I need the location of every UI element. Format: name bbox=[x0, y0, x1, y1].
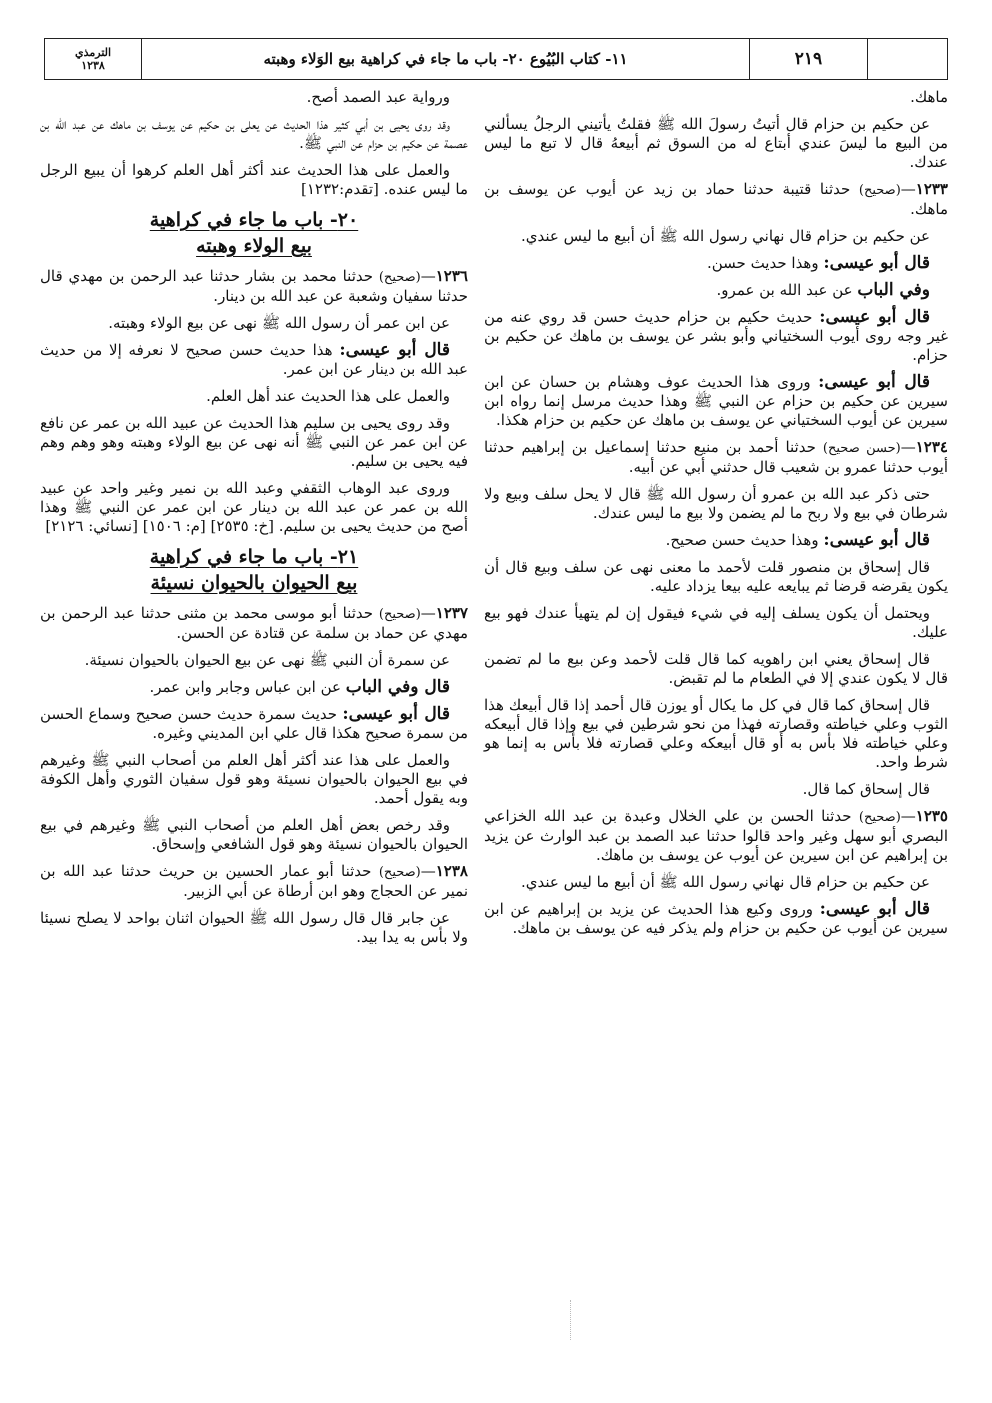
commentary-text: هذا حديث حسن صحيح لا نعرفه إلا من حديث عبد الله بن دينار عن ابن عمر. bbox=[40, 341, 468, 378]
page-number: ٢١٩ bbox=[749, 39, 867, 79]
commentary bbox=[484, 900, 948, 938]
commentary bbox=[484, 308, 948, 365]
grade-tag: (صحيح) bbox=[858, 183, 901, 198]
isnad-text: حدثنا الحسن بن علي الخلال وعبدة بن عبد الله الخزاعي البصري أبو سهل وغير واحد قالوا حدثنا عبد الصمد بن عبد الوارث عن يزيد بن إبراهيم عن ابن سيرين عن أيوب عن يوسف بن ماهك. bbox=[484, 807, 948, 864]
paragraph: عن جابر قال قال رسول الله ﷺ الحيوان اثنان بواحد لا يصلح نسيئا ولا بأس به يدا بيد. bbox=[40, 909, 468, 946]
page-header bbox=[44, 38, 948, 80]
chapter-heading-line: ٢١- باب ما جاء في كراهية bbox=[149, 546, 359, 568]
paragraph: والعمل على هذا الحديث عند أهل العلم. bbox=[206, 387, 450, 405]
commentary bbox=[40, 705, 468, 743]
chapter-heading bbox=[40, 207, 468, 259]
commentary-text: وروى وكيع هذا الحديث عن يزيد بن إبراهيم عن ابن سيرين عن أيوب عن حكيم بن حزام ولم يذكر فيه عن يوسف بن ماهك. bbox=[484, 900, 948, 937]
paragraph: ورواية عبد الصمد أصح. bbox=[306, 88, 450, 106]
commentary-text: حديث حكيم بن حزام حديث حسن قد روي عنه من غير وجه روى أيوب السختياني وأبو بشر عن يوسف بن ماهك عن حكيم بن حزام. bbox=[484, 308, 948, 364]
commentary-label: وفي الباب bbox=[857, 280, 930, 300]
header-book-ref bbox=[45, 39, 141, 79]
commentary-label: قال وفي الباب bbox=[345, 677, 450, 697]
commentary-label: قال أبو عيسى: bbox=[823, 253, 930, 273]
left-column bbox=[40, 88, 468, 955]
book-name: الترمذي bbox=[74, 46, 112, 59]
commentary-text: وروى هذا الحديث عوف وهشام بن حسان عن ابن سيرين عن حكيم بن حزام عن النبي ﷺ وهذا حديث مرسل إنما رواه ابن سيرين عن أيوب السختياني عن يوسف بن ماهك عن حكيم بن حزام هكذا. bbox=[484, 373, 948, 429]
paragraph: عن حكيم بن حزام قال نهاني رسول الله ﷺ أن أبيع ما ليس عندي. bbox=[520, 227, 930, 245]
commentary-text: حديث سمرة حديث حسن صحيح وسماع الحسن من سمرة صحيح هكذا قال علي ابن المديني وغيره. bbox=[40, 705, 468, 742]
commentary-label: قال أبو عيسى: bbox=[823, 530, 930, 550]
paragraph: عن حكيم بن حزام قال نهاني رسول الله ﷺ أن أبيع ما ليس عندي. bbox=[520, 873, 930, 891]
hadith-number: ١٢٣٧ bbox=[435, 604, 468, 622]
paragraph: وقد رخص بعض أهل العلم من أصحاب النبي ﷺ وغيرهم في بيع الحيوان بالحيوان نسيئة وهو قول الشافعي وإسحاق. bbox=[40, 816, 468, 853]
paragraph: والعمل على هذا الحديث عند أكثر أهل العلم كرهوا أن يبيع الرجل ما ليس عنده. [تقدم:١٢٣٢] bbox=[40, 161, 468, 198]
commentary-label: قال أبو عيسى: bbox=[339, 340, 450, 360]
header-blank-cell bbox=[867, 39, 947, 79]
paragraph: وقد روى يحيى بن سليم هذا الحديث عن عبيد الله بن عمر عن نافع عن ابن عمر عن النبي ﷺ أنه نهى عن بيع الولاء وهبته وهو وهم وهم فيه يحيى بن سليم. bbox=[40, 414, 468, 470]
grade-tag: (صحيح) bbox=[378, 865, 421, 880]
commentary bbox=[484, 373, 948, 430]
right-column bbox=[484, 88, 948, 946]
hadith-entry: ١٢٣٧—(صحيح) حدثنا أبو موسى محمد بن مثنى حدثنا عبد الرحمن بن مهدي عن حماد بن سلمة عن قتادة عن الحسن. bbox=[40, 604, 468, 642]
commentary-text: عن عبد الله بن عمرو. bbox=[716, 281, 853, 299]
hadith-number: ١٢٣٤ bbox=[915, 438, 948, 456]
paragraph: عن ابن عمر أن رسول الله ﷺ نهى عن بيع الولاء وهبته. bbox=[108, 314, 450, 332]
hadith-number: ١٢٣٣ bbox=[915, 180, 948, 198]
commentary-text: وهذا حديث حسن. bbox=[706, 254, 819, 272]
grade-tag: (صحيح) bbox=[378, 607, 421, 622]
paragraph: قال إسحاق يعني ابن راهويه كما قال قلت لأحمد وعن بيع ما لم تضمن قال لا يكون عندي إلا في الطعام ما لم تقبض. bbox=[484, 650, 948, 687]
chapter-heading-line: بيع الحيوان بالحيوان نسيئة bbox=[150, 572, 358, 594]
hadith-entry: ١٢٣٨—(صحيح) حدثنا أبو عمار الحسين بن حريث حدثنا عبد الله بن نمير عن الحجاج وهو ابن أرطاة عن أبي الزبير. bbox=[40, 862, 468, 900]
isnad-text: حدثنا أحمد بن منيع حدثنا إسماعيل بن إبراهيم حدثنا أيوب حدثنا عمرو بن شعيب قال حدثني أبي عن أبيه. bbox=[484, 438, 948, 476]
hadith-number: ١٢٣٨ bbox=[435, 862, 468, 880]
commentary bbox=[484, 531, 948, 550]
grade-tag: (حسن صحيح) bbox=[822, 441, 901, 456]
hadith-number: ١٢٣٥ bbox=[915, 807, 948, 825]
commentary-text: وهذا حديث حسن صحيح. bbox=[665, 531, 819, 549]
paragraph: ويحتمل أن يكون يسلف إليه في شيء فيقول إن لم يتهيأ عندك فهو بيع عليك. bbox=[484, 604, 948, 641]
hadith-entry: ١٢٣٤—(حسن صحيح) حدثنا أحمد بن منيع حدثنا إسماعيل بن إبراهيم حدثنا أيوب حدثنا عمرو بن شعيب قال حدثني أبي عن أبيه. bbox=[484, 438, 948, 476]
grade-tag: (صحيح) bbox=[858, 810, 901, 825]
commentary-label: قال أبو عيسى: bbox=[819, 899, 930, 919]
commentary-label: قال أبو عيسى: bbox=[342, 704, 450, 724]
commentary-text: عن ابن عباس وجابر وابن عمر. bbox=[149, 678, 341, 696]
commentary bbox=[40, 678, 468, 697]
paragraph: قال إسحاق كما قال في كل ما يكال أو يوزن قال أحمد إذا قال أبيعك هذا الثوب وعلي خياطته وقصارته فهذا من نحو شرطين في بيع وإذا قال أبيعكه وعلي خياطته فلا بأس به أو قال أبيعكه وعلي قصارته فلا بأس به إنما هو شرط واحد. bbox=[484, 696, 948, 771]
hadith-entry: ١٢٣٥—(صحيح) حدثنا الحسن بن علي الخلال وعبدة بن عبد الله الخزاعي البصري أبو سهل وغير واحد قالوا حدثنا عبد الصمد بن عبد الوارث عن يزيد بن إبراهيم عن ابن سيرين عن أيوب عن يوسف بن ماهك. bbox=[484, 807, 948, 864]
paragraph: حتى ذكر عبد الله بن عمرو أن رسول الله ﷺ قال لا يحل سلف وبيع ولا شرطان في بيع ولا ربح ما لم يضمن ولا بيع ما ليس عندك. bbox=[484, 485, 948, 522]
chapter-heading-line: بيع الولاء وهبته bbox=[196, 235, 312, 257]
paragraph: قال إسحاق كما قال. bbox=[802, 780, 930, 798]
paragraph: عن حكيم بن حزام قال أتيتُ رسولَ الله ﷺ فقلتُ يأتيني الرجلُ يسألني من البيع ما ليسَ عندي أبتاع له من السوق ثم أبيعهُ قال لا تبع ما ليس عندك. bbox=[484, 115, 948, 171]
chapter-heading-line: ٢٠- باب ما جاء في كراهية bbox=[149, 209, 359, 231]
commentary bbox=[40, 341, 468, 379]
paragraph: وقد روى يحيى بن أبي كثير هذا الحديث عن يعلى بن حكيم عن يوسف بن ماهك عن عبد الله بن عصمة عن حكيم بن حزام عن النبي ﷺ. bbox=[40, 115, 468, 152]
paragraph: وروى عبد الوهاب الثقفي وعبد الله بن نمير وغير واحد عن عبيد الله بن عمر عن عبد الله بن دينار عن ابن عمر عن النبي ﷺ وهذا أصح من حديث يحيى بن سليم. [خ: ٢٥٣٥] [م: ١٥٠٦] [نسائي: ٢١٢٦] bbox=[40, 479, 468, 535]
isnad-text: حدثنا قتيبة حدثنا حماد بن زيد عن أيوب عن يوسف بن ماهك. bbox=[484, 180, 948, 218]
chapter-heading bbox=[40, 544, 468, 596]
paragraph: ماهك. bbox=[910, 88, 948, 106]
hadith-entry: ١٢٣٣—(صحيح) حدثنا قتيبة حدثنا حماد بن زيد عن أيوب عن يوسف بن ماهك. bbox=[484, 180, 948, 218]
isnad-text: حدثنا محمد بن بشار حدثنا عبد الرحمن بن مهدي قال حدثنا سفيان وشعبة عن عبد الله بن دينار. bbox=[40, 267, 468, 305]
hadith-entry: ١٢٣٦—(صحيح) حدثنا محمد بن بشار حدثنا عبد الرحمن بن مهدي قال حدثنا سفيان وشعبة عن عبد الله بن دينار. bbox=[40, 267, 468, 305]
paragraph: والعمل على هذا عند أكثر أهل العلم من أصحاب النبي ﷺ وغيرهم في بيع الحيوان بالحيوان نسيئة وهو قول سفيان الثوري وأهل الكوفة وبه يقول أحمد. bbox=[40, 751, 468, 807]
paragraph: قال إسحاق بن منصور قلت لأحمد ما معنى نهى عن سلف وبيع قال أن يكون يقرضه قرضا ثم يبايعه عليه بيعا يزداد عليه. bbox=[484, 558, 948, 595]
grade-tag: (صحيح) bbox=[378, 270, 421, 285]
hadith-number: ١٢٣٦ bbox=[435, 267, 468, 285]
scan-artifact bbox=[570, 1300, 577, 1340]
isnad-text: حدثنا أبو موسى محمد بن مثنى حدثنا عبد الرحمن بن مهدي عن حماد بن سلمة عن قتادة عن الحسن. bbox=[40, 604, 468, 642]
commentary bbox=[484, 281, 948, 300]
hadith-range: ١٢٣٨ bbox=[81, 59, 105, 72]
commentary bbox=[484, 254, 948, 273]
commentary-label: قال أبو عيسى: bbox=[818, 372, 930, 392]
running-title: ١١- كتاب البُيُوع ٢٠- باب ما جاء في كراهية بيع الوَلاء وهبته bbox=[141, 39, 749, 79]
commentary-label: قال أبو عيسى: bbox=[819, 307, 930, 327]
paragraph: عن سمرة أن النبي ﷺ نهى عن بيع الحيوان بالحيوان نسيئة. bbox=[84, 651, 450, 669]
isnad-text: حدثنا أبو عمار الحسين بن حريث حدثنا عبد الله بن نمير عن الحجاج وهو ابن أرطاة عن أبي الزبير. bbox=[40, 862, 468, 900]
